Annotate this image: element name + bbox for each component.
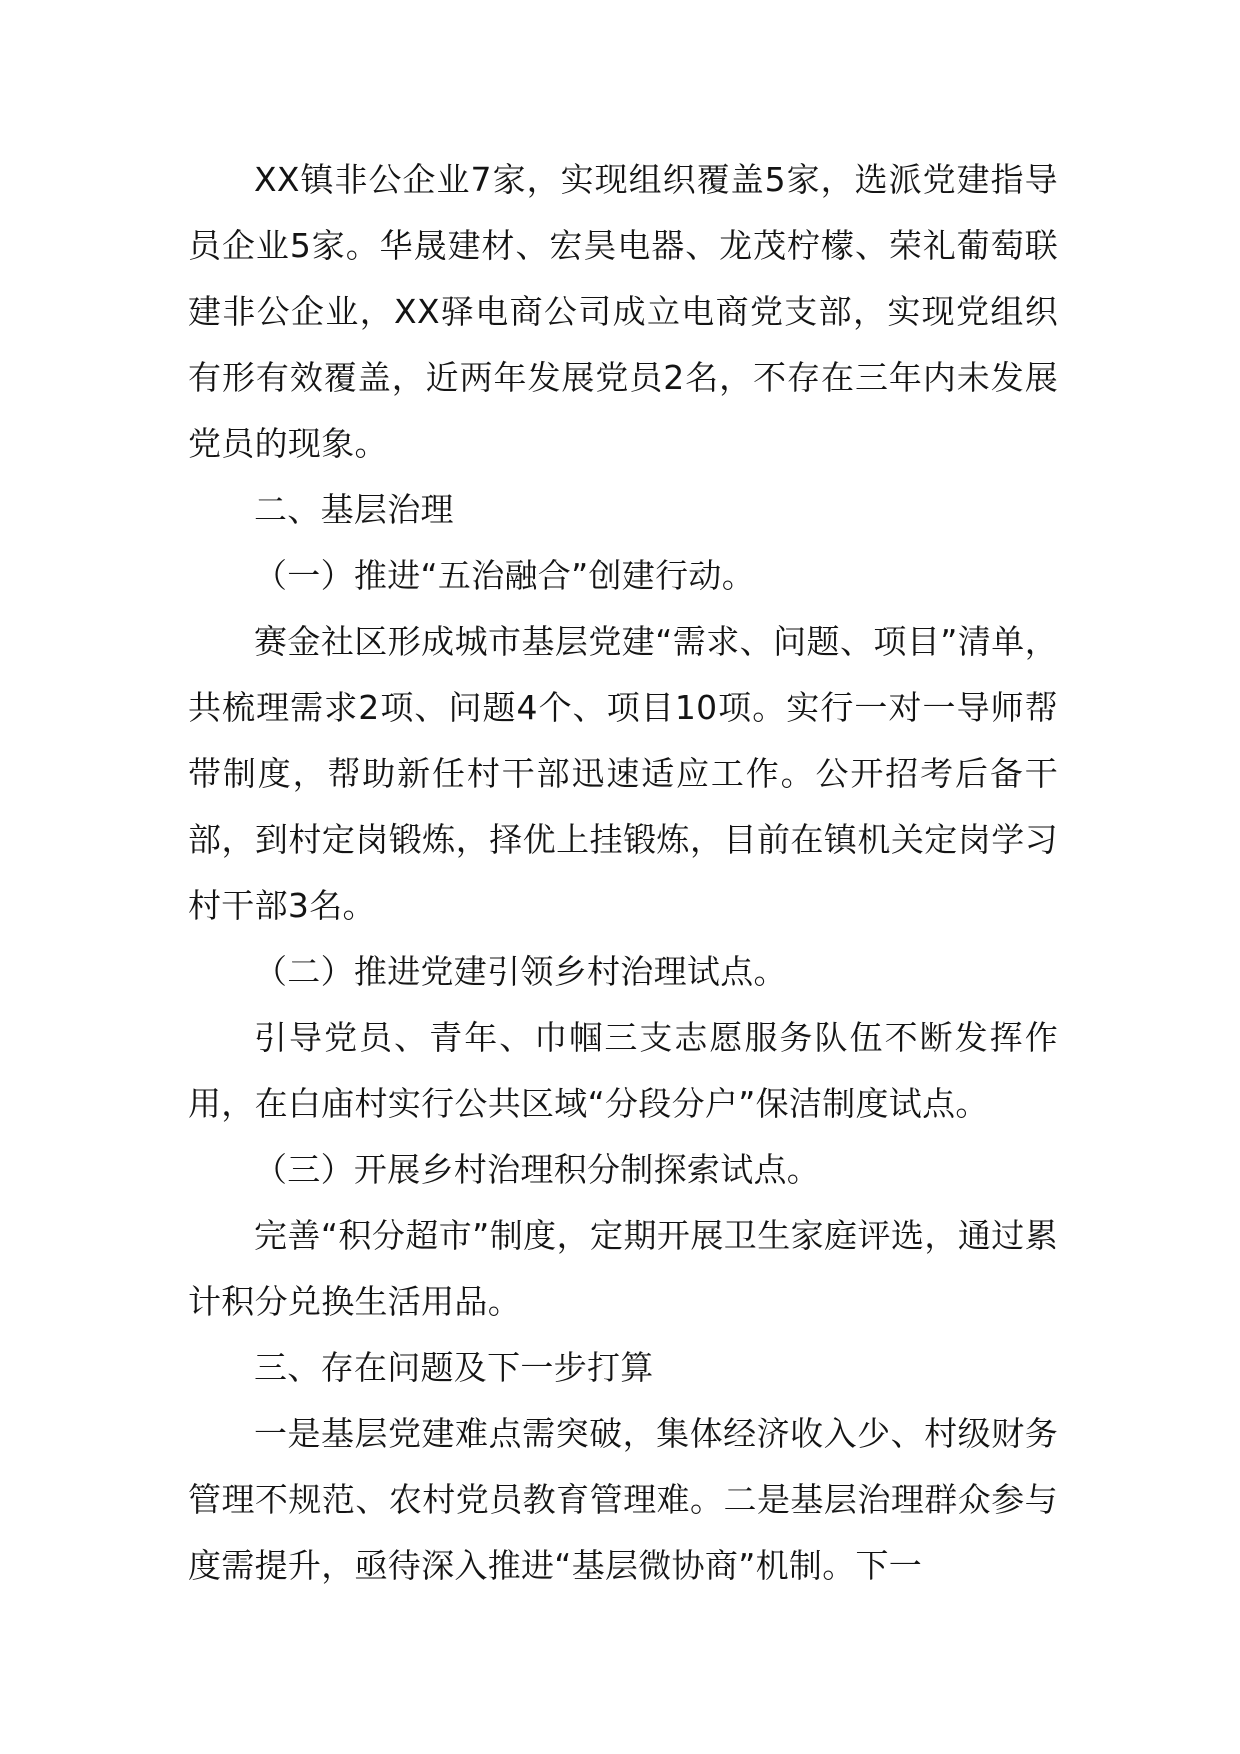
paragraph-problems: 一是基层党建难点需突破，集体经济收入少、村级财务管理不规范、农村党员教育管理难。二是基层治理群众参与度需提升，亟待深入推进“基层微协商”机制。下一 xyxy=(188,1414,1058,1585)
paragraph-nonpublic-enterprises: XX镇非公企业7家，实现组织覆盖5家，选派党建指导员企业5家。华晟建材、宏昊电器、龙茂柠檬、荣礼葡萄联建非公企业，XX驿电商公司成立电商党支部，实现党组织有形有效覆盖，近两年发展党员2名，不存在三年内未发展党员的现象。 xyxy=(188,160,1058,463)
subheading-party-led-pilot: （二）推进党建引领乡村治理试点。 xyxy=(254,952,787,991)
subheading-points-system: （三）开展乡村治理积分制探索试点。 xyxy=(254,1150,821,1189)
paragraph-saijin-community: 赛金社区形成城市基层党建“需求、问题、项目”清单，共梳理需求2项、问题4个、项目10项。实行一对一导师帮带制度，帮助新任村干部迅速适应工作。公开招考后备干部，到村定岗锻炼，择优上挂锻炼，目前在镇机关定岗学习村干部3名。 xyxy=(188,622,1058,925)
section-heading-problems-plans: 三、存在问题及下一步打算 xyxy=(254,1348,654,1387)
subheading-five-governance: （一）推进“五治融合”创建行动。 xyxy=(254,556,755,595)
document-body xyxy=(188,147,1058,1599)
paragraph-points-supermarket: 完善“积分超市”制度，定期开展卫生家庭评选，通过累计积分兑换生活用品。 xyxy=(188,1216,1058,1321)
section-heading-grassroots-governance: 二、基层治理 xyxy=(254,490,454,529)
paragraph-volunteer-teams: 引导党员、青年、巾帼三支志愿服务队伍不断发挥作用，在白庙村实行公共区域“分段分户”保洁制度试点。 xyxy=(188,1018,1058,1123)
